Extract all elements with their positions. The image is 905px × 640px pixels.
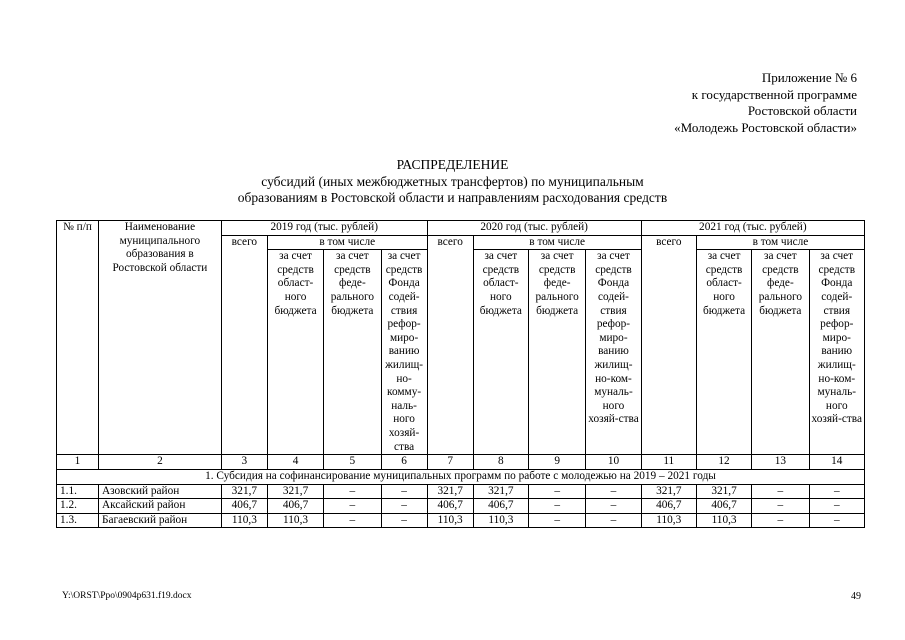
header-year: 2021 год (тыс. рублей) [641,221,864,236]
header-incl: в том числе [473,235,641,250]
row-value: – [752,513,809,528]
row-value: 406,7 [267,499,323,514]
table-row [57,513,865,528]
header-year: 2020 год (тыс. рублей) [427,221,641,236]
row-value: 321,7 [267,484,323,499]
row-value: 321,7 [641,484,696,499]
distribution-table [56,220,865,528]
col-number: 8 [473,455,528,470]
row-value: 110,3 [696,513,751,528]
header-year: 2019 год (тыс. рублей) [221,221,427,236]
header-regional: за счет средств област-ного бюджета [696,250,751,455]
file-path: Y:\ORST\Ppo\0904p631.f19.docx [62,591,192,601]
title-line: образованиям в Ростовской области и направлениям расходования средств [237,190,668,205]
header-federal: за счет средств феде-рального бюджета [528,250,585,455]
header-num: № п/п [57,221,99,455]
table-row [57,484,865,499]
row-value: 110,3 [221,513,267,528]
row-value: – [586,513,641,528]
col-number: 10 [586,455,641,470]
row-value: – [381,484,427,499]
appendix-block [674,70,857,136]
row-value: 321,7 [696,484,751,499]
section-title: 1. Субсидия на софинансирование муниципальных программ по работе с молодежью на 2019 – 2021 годы [57,470,865,485]
col-number: 12 [696,455,751,470]
row-value: 406,7 [473,499,528,514]
row-num: 1.2. [57,499,99,514]
row-value: – [324,484,381,499]
row-name: Азовский район [98,484,221,499]
row-value: 406,7 [221,499,267,514]
row-value: – [324,499,381,514]
row-value: – [381,499,427,514]
col-number: 11 [641,455,696,470]
header-regional: за счет средств област-ного бюджета [267,250,323,455]
header-total: всего [221,235,267,455]
col-number: 13 [752,455,809,470]
appendix-line: Приложение № 6 [761,70,857,85]
col-number: 4 [267,455,323,470]
col-number: 3 [221,455,267,470]
row-value: 110,3 [427,513,473,528]
row-value: – [586,499,641,514]
row-value: 110,3 [473,513,528,528]
header-incl: в том числе [696,235,864,250]
row-value: – [381,513,427,528]
row-value: – [324,513,381,528]
header-total: всего [641,235,696,455]
header-total: всего [427,235,473,455]
row-value: – [752,484,809,499]
appendix-line: «Молодежь Ростовской области» [674,119,857,135]
col-number: 5 [324,455,381,470]
column-number-row [57,455,865,470]
col-number: 6 [381,455,427,470]
row-value: – [809,513,864,528]
col-number: 14 [809,455,864,470]
row-value: 110,3 [641,513,696,528]
col-number: 2 [98,455,221,470]
header-federal: за счет средств феде-рального бюджета [324,250,381,455]
header-regional: за счет средств област-ного бюджета [473,250,528,455]
header-fund: за счет средств Фонда содей-ствия рефор-миро-ванию жилищ-но-комму-наль-ного хозяй-ства [381,250,427,455]
row-value: 406,7 [427,499,473,514]
header-federal: за счет средств феде-рального бюджета [752,250,809,455]
col-number: 1 [57,455,99,470]
row-name: Аксайский район [98,499,221,514]
row-value: 406,7 [696,499,751,514]
document-title [0,157,905,207]
row-name: Багаевский район [98,513,221,528]
row-value: – [528,499,585,514]
row-num: 1.3. [57,513,99,528]
header-row-years [57,221,865,236]
data-rows [57,484,865,528]
row-value: 406,7 [641,499,696,514]
appendix-line: Ростовской области [747,103,857,118]
title-line: субсидий (иных межбюджетных трансфертов) по муниципальным [261,173,644,189]
row-value: – [809,484,864,499]
col-number: 7 [427,455,473,470]
col-number: 9 [528,455,585,470]
table-row [57,499,865,514]
header-fund: за счет средств Фонда содей-ствия рефор-миро-ванию жилищ-но-ком-муналь-ного хозяй-ства [586,250,641,455]
row-value: 321,7 [473,484,528,499]
header-incl: в том числе [267,235,427,250]
section-row [57,470,865,485]
row-value: – [528,484,585,499]
row-value: – [528,513,585,528]
row-value: 321,7 [221,484,267,499]
appendix-line: к государственной программе [691,86,857,102]
row-value: 321,7 [427,484,473,499]
row-value: – [586,484,641,499]
header-fund: за счет средств Фонда содей-ствия рефор-миро-ванию жилищ-но-ком-муналь-ного хозяй-ства [809,250,864,455]
row-value: – [752,499,809,514]
row-value: – [809,499,864,514]
title-line: РАСПРЕДЕЛЕНИЕ [396,157,509,172]
page-number: 49 [851,591,861,602]
row-value: 110,3 [267,513,323,528]
row-num: 1.1. [57,484,99,499]
header-name: Наименование муниципального образования в Ростовской области [98,221,221,455]
